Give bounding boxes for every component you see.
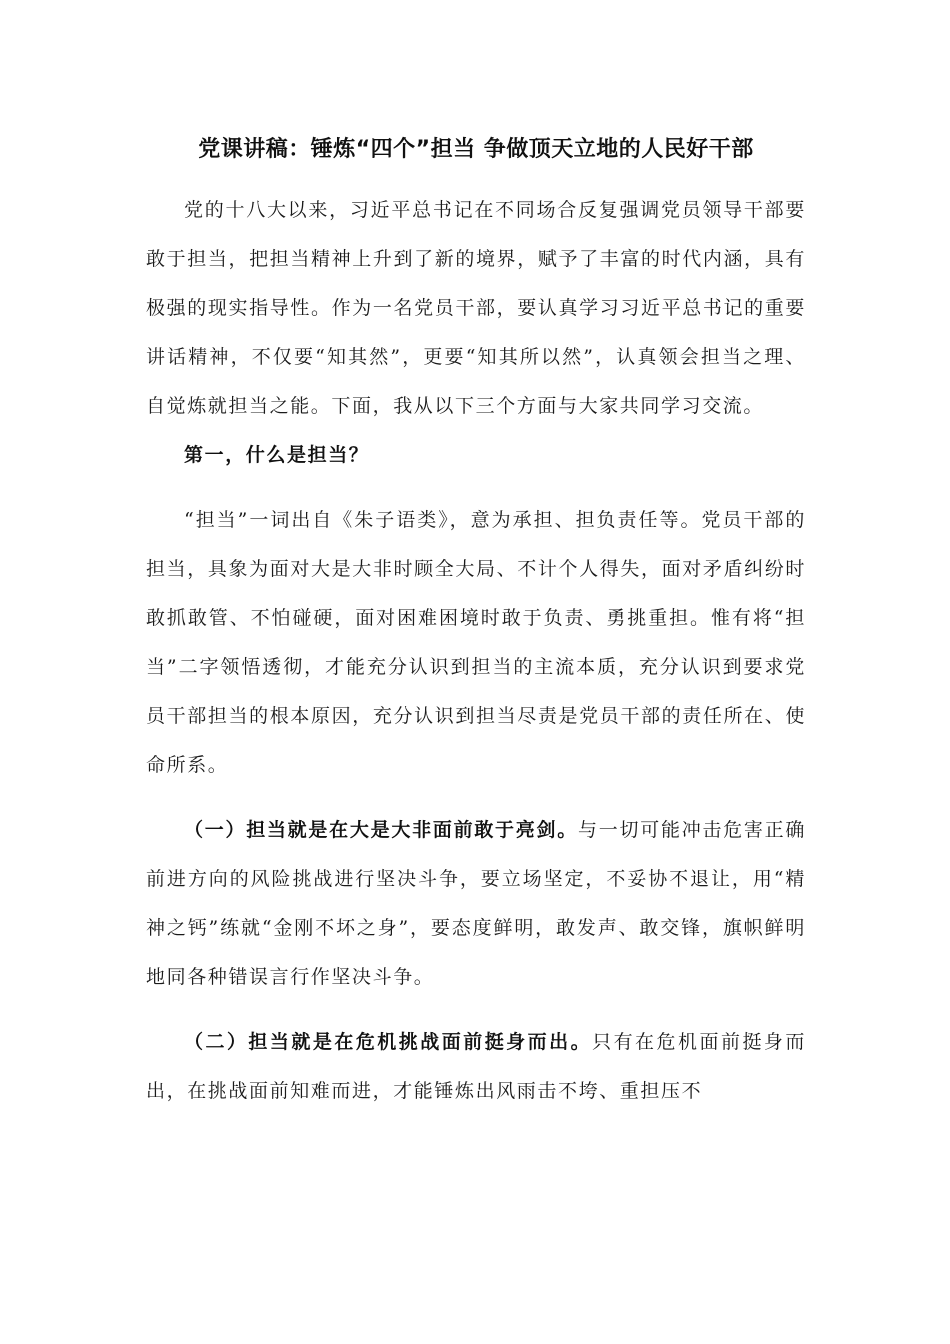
point-two-text: 只有在危机面前挺身而出，在挑战面前知难而进，才能锤炼出风雨击不垮、重担压不 <box>146 1031 806 1102</box>
intro-paragraph: 党的十八大以来，习近平总书记在不同场合反复强调党员领导干部要敢于担当，把担当精神上升到了新的境界，赋予了丰富的时代内涵，具有极强的现实指导性。作为一名党员干部，要认真学习习近平总书记的重要讲话精神，不仅要“知其然”，更要“知其所以然”，认真领会担当之理、自觉炼就担当之能。下面，我从以下三个方面与大家共同学习交流。 <box>146 199 806 417</box>
document-body <box>146 130 806 1116</box>
document-title: 党课讲稿：锤炼“四个”担当 争做顶天立地的人民好干部 <box>198 137 754 162</box>
point-one-paragraph <box>146 806 806 1002</box>
point-two-paragraph <box>146 1018 806 1116</box>
point-one-text: 与一切可能冲击危害正确前进方向的风险挑战进行坚决斗争，要立场坚定，不妥协不退让，用“精神之钙”练就“金刚不坏之身”，要态度鲜明，敢发声、敢交锋，旗帜鲜明地同各种错误言行作坚决斗争。 <box>146 819 806 988</box>
point-one-lead: （一）担当就是在大是大非面前敢于亮剑。 <box>184 819 579 841</box>
section-heading-first: 第一，什么是担当？ <box>184 444 370 466</box>
point-two-lead: （二）担当就是在危机挑战面前挺身而出。 <box>184 1031 593 1053</box>
section-one-paragraph: “担当”一词出自《朱子语类》，意为承担、担负责任等。党员干部的担当，具象为面对大是大非时顾全大局、不计个人得失，面对矛盾纠纷时敢抓敢管、不怕碰硬，面对困难困境时敢于负责、勇挑重担。惟有将“担当”二字领悟透彻，才能充分认识到担当的主流本质，充分认识到要求党员干部担当的根本原因，充分认识到担当尽责是党员干部的责任所在、使命所系。 <box>146 509 806 776</box>
